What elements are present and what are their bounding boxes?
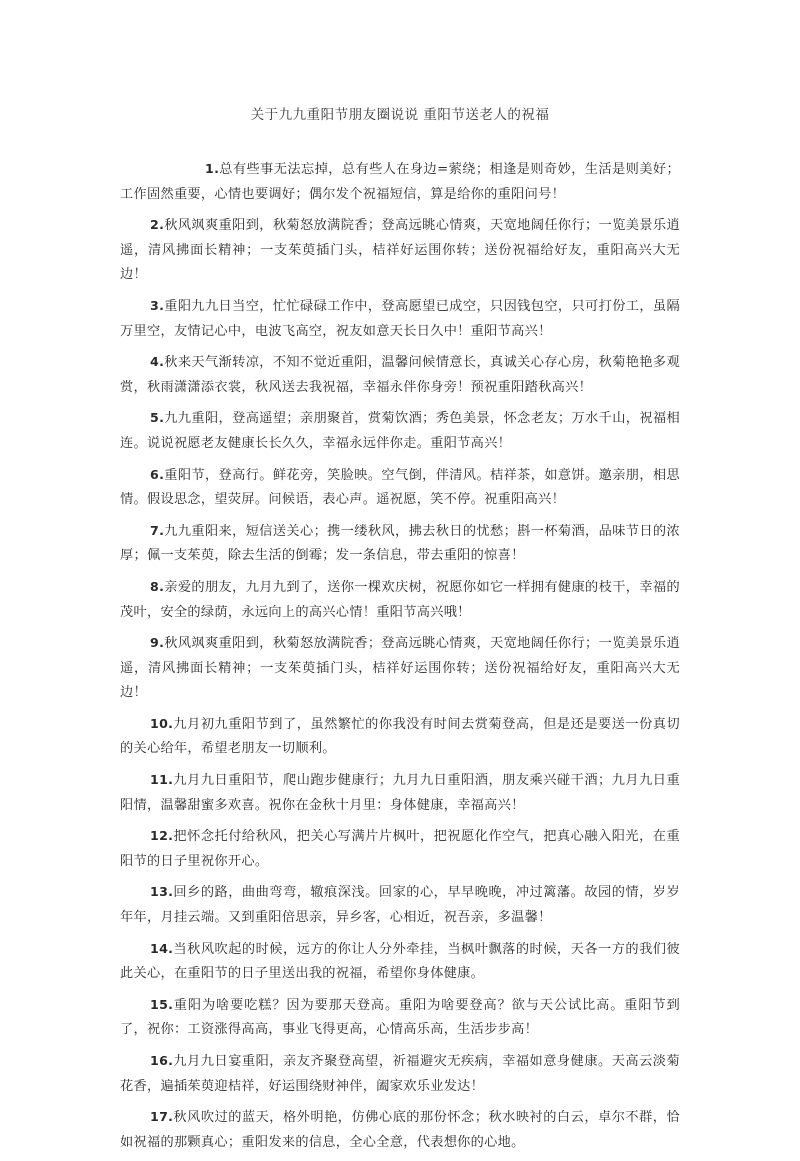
paragraph-text: 秋风吹过的蓝天，格外明艳，仿佛心底的那份怀念；秋水映衬的白云，卓尔不群，恰如祝福的那颗真心；重阳发来的信息，全心全意，代表想你的心地。	[120, 1110, 680, 1150]
paragraph-text: 总有些事无法忘掉，总有些人在身边=萦绕；相逢是则奇妙，生活是则美好；工作固然重要，心情也要调好；偶尔发个祝福短信，算是给你的重阳问号！	[120, 162, 680, 202]
blessing-paragraph	[120, 350, 680, 400]
blessing-paragraph	[120, 993, 680, 1043]
paragraph-text: 重阳为啥要吃糕？因为要那天登高。重阳为啥要登高？欲与天公试比高。重阳节到了，祝你：工资涨得高高，事业飞得更高，心情高乐高，生活步步高！	[120, 997, 680, 1038]
blessing-paragraph	[120, 463, 680, 513]
blessing-paragraph	[120, 1049, 680, 1099]
blessing-paragraph	[120, 213, 680, 288]
blessing-paragraph	[120, 937, 680, 987]
paragraph-number: 15.	[150, 996, 174, 1012]
paragraph-number: 4.	[150, 354, 165, 370]
paragraph-number: 8.	[150, 578, 165, 594]
paragraph-number: 14.	[150, 940, 174, 956]
paragraph-number: 16.	[150, 1053, 174, 1068]
paragraph-text: 秋来天气渐转凉，不知不觉近重阳，温馨问候情意长，真诚关心存心房，秋菊艳艳多观赏，秋雨潇潇添衣裳，秋风送去我祝福，幸福永伴你身旁！预祝重阳踏秋高兴！	[120, 355, 680, 395]
paragraph-number: 7.	[150, 522, 165, 538]
paragraph-number: 10.	[150, 715, 174, 731]
paragraph-text: 秋风飒爽重阳到，秋菊怒放满院香；登高远眺心情爽，天宽地阔任你行；一览美景乐逍遥，清风拂面长精神；一支茱萸插门头，桔祥好运围你转；送份祝福给好友，重阳高兴大无边！	[120, 636, 680, 701]
document-body	[120, 157, 680, 1161]
paragraph-text: 把怀念托付给秋风，把关心写满片片枫叶，把祝愿化作空气，把真心融入阳光，在重阳节的日子里祝你开心。	[120, 829, 680, 869]
blessing-paragraph	[120, 768, 680, 818]
blessing-paragraph	[120, 575, 680, 625]
paragraph-number: 12.	[150, 828, 174, 844]
paragraph-number: 2.	[150, 217, 165, 233]
paragraph-text: 重阳节，登高行。鲜花旁，笑脸映。空气倒，伴清风。桔祥茶，如意饼。邀亲朋，相思情。假设思念，望荧屏。问候语，表心声。遥祝愿，笑不停。祝重阳高兴！	[120, 467, 680, 508]
paragraph-number: 13.	[150, 884, 174, 900]
paragraph-number: 11.	[150, 772, 174, 788]
paragraph-number: 17.	[150, 1109, 174, 1125]
blessing-paragraph	[120, 824, 680, 874]
document-title: 关于九九重阳节朋友圈说说 重阳节送老人的祝福	[250, 107, 550, 123]
blessing-paragraph	[120, 880, 680, 930]
blessing-paragraph	[120, 631, 680, 706]
paragraph-text: 九九重阳，登高遥望；亲朋聚首，赏菊饮酒；秀色美景，怀念老友；万水千山，祝福相连。说说祝愿老友健康长长久久，幸福永远伴你走。重阳节高兴！	[120, 411, 680, 451]
paragraph-number: 5.	[150, 410, 165, 426]
blessing-paragraph	[120, 1105, 680, 1155]
paragraph-text: 九月九日宴重阳，亲友齐聚登高望，祈福避灾无疾病，幸福如意身健康。天高云淡菊花香，遍插茱萸迎桔祥，好运围绕财神伴，阖家欢乐业发达！	[120, 1054, 680, 1094]
paragraph-number: 9.	[150, 635, 165, 651]
paragraph-text: 九月初九重阳节到了，虽然繁忙的你我没有时间去赏菊登高，但是还是要送一份真切的关心给年，希望老朋友一切顺利。	[120, 716, 680, 757]
paragraph-text: 回乡的路，曲曲弯弯，辙痕深浅。回家的心，早早晚晚，冲过篱藩。故园的情，岁岁年年，月挂云端。又到重阳倍思亲，异乡客，心相近，祝吾亲，多温馨！	[120, 885, 680, 926]
paragraph-text: 九九重阳来，短信送关心；携一缕秋风，拂去秋日的忧愁；斟一杯菊酒，品味节日的浓厚；佩一支茱萸，除去生活的倒霉；发一条信息，带去重阳的惊喜！	[120, 523, 680, 564]
blessing-paragraph	[120, 294, 680, 344]
blessing-paragraph	[120, 712, 680, 762]
blessing-paragraph	[120, 157, 680, 207]
paragraph-number: 1.	[205, 161, 220, 176]
paragraph-number: 6.	[150, 466, 165, 482]
blessing-paragraph	[120, 406, 680, 456]
paragraph-text: 当秋风吹起的时候，远方的你让人分外牵挂，当枫叶飘落的时候，天各一方的我们彼此关心，在重阳节的日子里送出我的祝福，希望你身体健康。	[120, 941, 680, 982]
paragraph-text: 秋风飒爽重阳到，秋菊怒放满院香；登高远眺心情爽，天宽地阔任你行；一览美景乐逍遥，清风拂面长精神；一支茱萸插门头，桔祥好运围你转；送份祝福给好友，重阳高兴大无边！	[120, 218, 680, 283]
blessing-paragraph	[120, 519, 680, 569]
paragraph-text: 重阳九九日当空，忙忙碌碌工作中，登高愿望已成空，只因钱包空，只可打份工，虽隔万里空，友情记心中，电波飞高空，祝友如意天长日久中！重阳节高兴！	[120, 298, 680, 339]
paragraph-number: 3.	[150, 297, 165, 313]
paragraph-text: 亲爱的朋友，九月九到了，送你一棵欢庆树，祝愿你如它一样拥有健康的枝干，幸福的茂叶，安全的绿荫，永远向上的高兴心情！重阳节高兴哦！	[120, 579, 680, 620]
paragraph-text: 九月九日重阳节，爬山跑步健康行；九月九日重阳酒，朋友乘兴碰干酒；九月九日重阳情，温馨甜蜜多欢喜。祝你在金秋十月里：身体健康，幸福高兴！	[120, 773, 680, 813]
